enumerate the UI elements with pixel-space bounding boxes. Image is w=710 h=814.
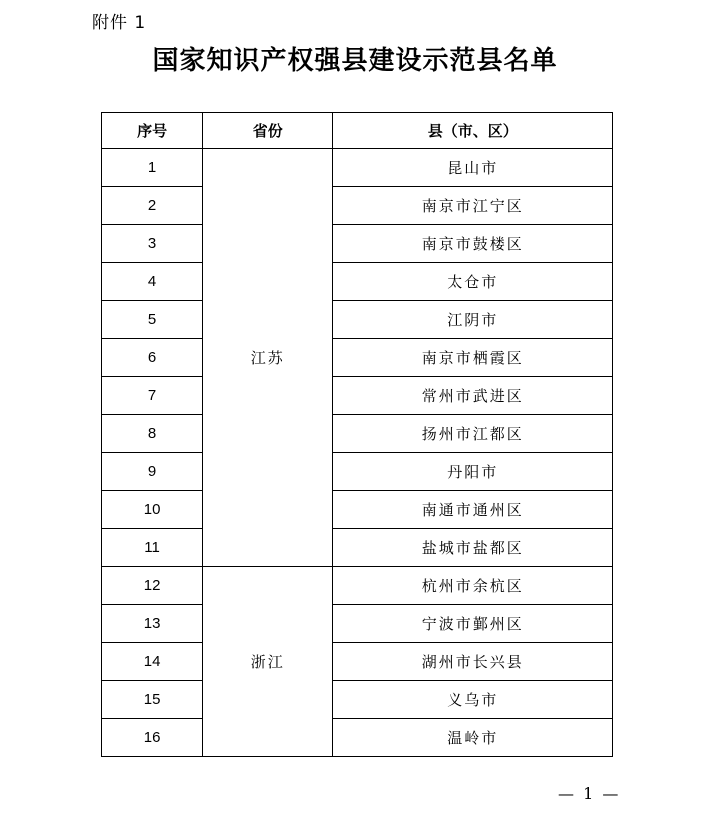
table-row (102, 301, 613, 339)
table-row (102, 605, 613, 643)
table-row (102, 415, 613, 453)
county-cell: 南京市鼓楼区 (333, 225, 613, 263)
row-number-cell: 16 (102, 719, 203, 757)
county-cell: 温岭市 (333, 719, 613, 757)
header-no: 序号 (102, 113, 203, 149)
attachment-label: 附件 1 (92, 13, 147, 33)
table-row (102, 719, 613, 757)
province-cell: 江苏 (203, 149, 333, 567)
county-cell: 义乌市 (333, 681, 613, 719)
table-row (102, 643, 613, 681)
county-cell: 宁波市鄞州区 (333, 605, 613, 643)
county-cell: 扬州市江都区 (333, 415, 613, 453)
county-cell: 丹阳市 (333, 453, 613, 491)
county-cell: 南京市栖霞区 (333, 339, 613, 377)
table-row (102, 263, 613, 301)
table-body (102, 149, 613, 757)
row-number-cell: 4 (102, 263, 203, 301)
row-number-cell: 9 (102, 453, 203, 491)
page-number: — 1 — (558, 784, 621, 803)
table-row (102, 187, 613, 225)
table-row (102, 339, 613, 377)
row-number-cell: 5 (102, 301, 203, 339)
row-number-cell: 8 (102, 415, 203, 453)
county-cell: 杭州市余杭区 (333, 567, 613, 605)
table-row (102, 491, 613, 529)
county-cell: 盐城市盐都区 (333, 529, 613, 567)
row-number-cell: 10 (102, 491, 203, 529)
row-number-cell: 12 (102, 567, 203, 605)
table-row (102, 567, 613, 605)
county-cell: 昆山市 (333, 149, 613, 187)
table-row (102, 453, 613, 491)
header-province: 省份 (203, 113, 333, 149)
row-number-cell: 13 (102, 605, 203, 643)
county-cell: 湖州市长兴县 (333, 643, 613, 681)
county-cell: 太仓市 (333, 263, 613, 301)
row-number-cell: 1 (102, 149, 203, 187)
county-cell: 南通市通州区 (333, 491, 613, 529)
row-number-cell: 2 (102, 187, 203, 225)
row-number-cell: 15 (102, 681, 203, 719)
row-number-cell: 3 (102, 225, 203, 263)
table-row (102, 149, 613, 187)
table-row (102, 681, 613, 719)
row-number-cell: 14 (102, 643, 203, 681)
table-row (102, 529, 613, 567)
row-number-cell: 6 (102, 339, 203, 377)
table-header-row (102, 113, 613, 149)
county-cell: 江阴市 (333, 301, 613, 339)
table-row (102, 225, 613, 263)
county-cell: 南京市江宁区 (333, 187, 613, 225)
row-number-cell: 11 (102, 529, 203, 567)
county-list-table (101, 112, 613, 757)
document-title: 国家知识产权强县建设示范县名单 (152, 46, 558, 76)
row-number-cell: 7 (102, 377, 203, 415)
province-cell: 浙江 (203, 567, 333, 757)
table-row (102, 377, 613, 415)
header-county: 县（市、区） (333, 113, 613, 149)
county-cell: 常州市武进区 (333, 377, 613, 415)
